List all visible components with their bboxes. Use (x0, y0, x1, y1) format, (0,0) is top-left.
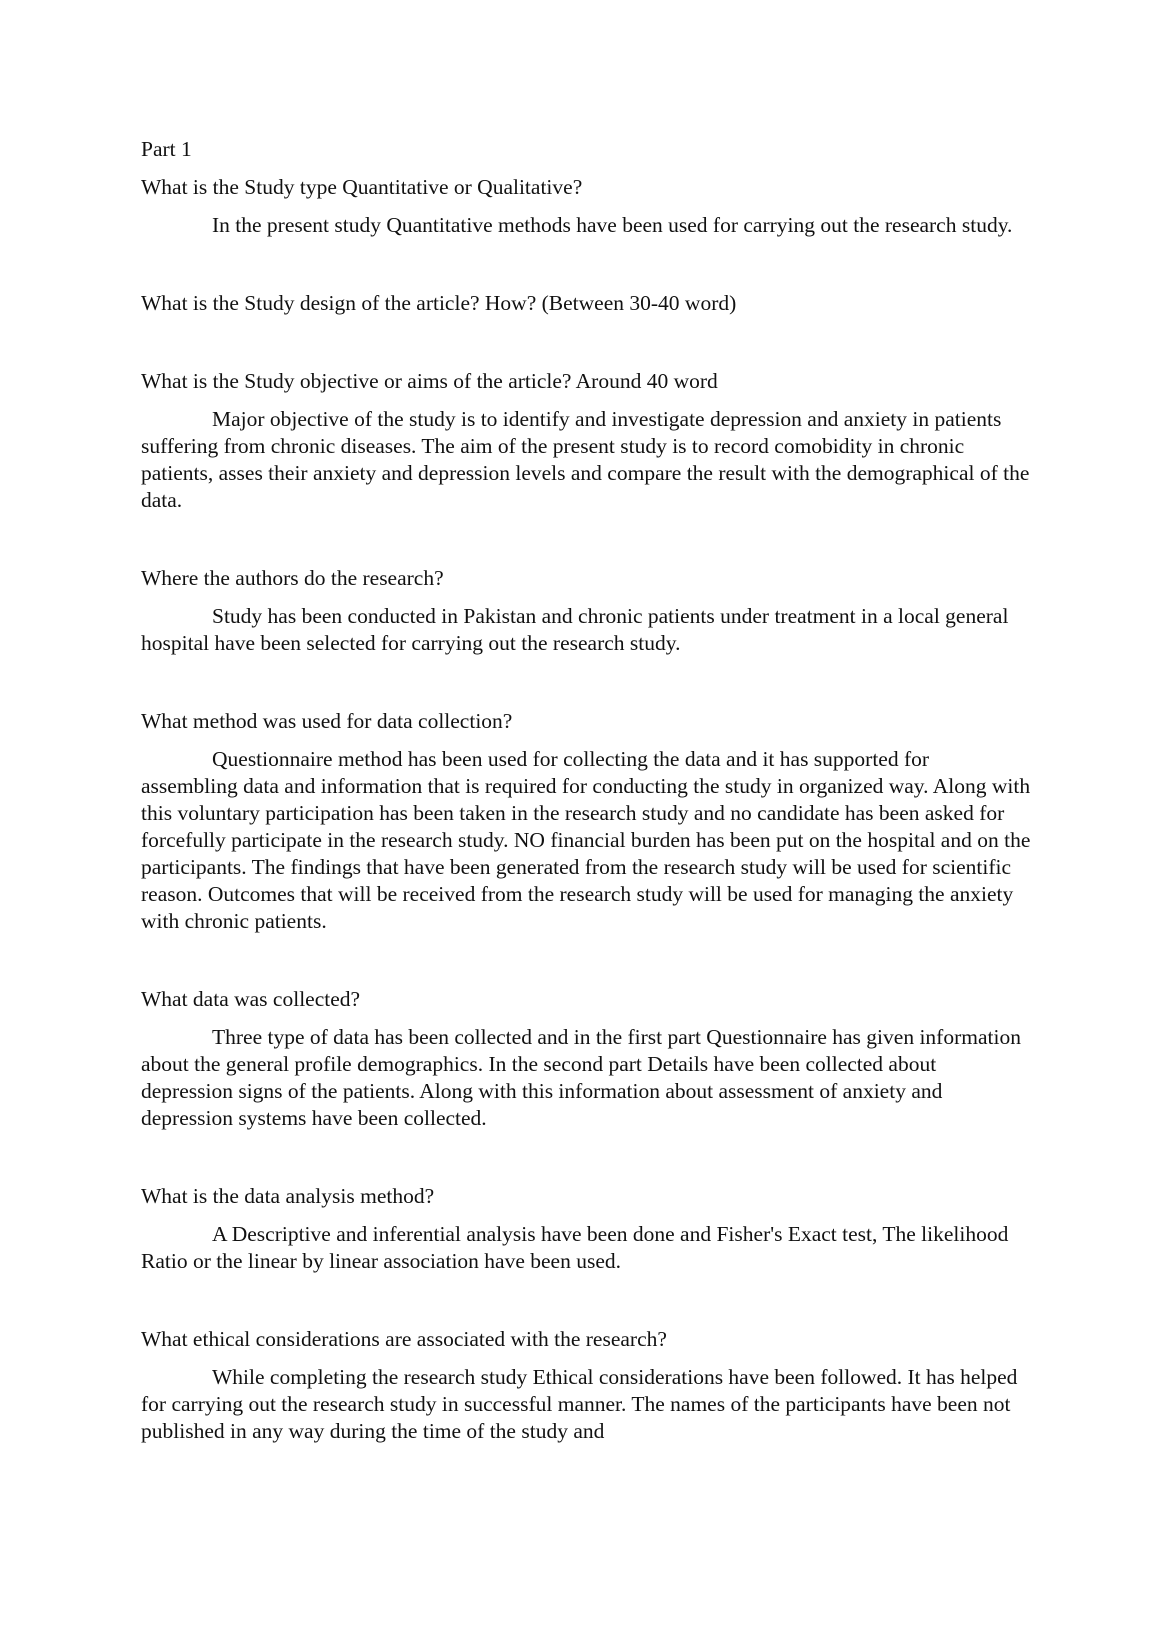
answer-paragraph: Three type of data has been collected and in the first part Questionnaire has given information about the general profile demographics. In the second part Details have been collected about depression signs of the patients. Along with this information about assessment of anxiety and depression systems have been collected. (141, 1025, 1021, 1130)
question-heading: What data was collected? (141, 987, 361, 1011)
answer-paragraph: While completing the research study Ethical considerations have been followed. It has helped for carrying out the research study in successful manner. The names of the participants have been not published in any way during the time of the study and (141, 1365, 1018, 1443)
section-data-collected (141, 986, 1031, 1132)
part-title: Part 1 (141, 137, 192, 161)
answer-paragraph: In the present study Quantitative methods have been used for carrying out the research study. (212, 213, 1013, 237)
answer-paragraph: Major objective of the study is to identify and investigate depression and anxiety in patients suffering from chronic diseases. The aim of the present study is to record comobidity in chronic patients, asses their anxiety and depression levels and compare the result with the demographical of the data. (141, 407, 1030, 512)
section-study-objective (141, 368, 1031, 514)
question-heading: What is the Study design of the article? How? (Between 30-40 word) (141, 291, 737, 315)
question-heading: What ethical considerations are associated with the research? (141, 1327, 667, 1351)
answer-paragraph: Study has been conducted in Pakistan and chronic patients under treatment in a local general hospital have been selected for carrying out the research study. (141, 604, 1009, 655)
section-ethical-considerations (141, 1326, 1031, 1445)
section-study-type (141, 174, 1031, 239)
question-heading: What is the data analysis method? (141, 1184, 435, 1208)
section-research-location (141, 565, 1031, 657)
question-heading: Where the authors do the research? (141, 566, 444, 590)
section-data-collection-method (141, 708, 1031, 935)
answer-paragraph: Questionnaire method has been used for collecting the data and it has supported for assembling data and information that is required for conducting the study in organized way. Along with this voluntary participation has been taken in the research study and no candidate has been asked for forcefully participate in the research study. NO financial burden has been put on the hospital and on the participants. The findings that have been generated from the research study will be used for scientific reason. Outcomes that will be received from the research study will be used for managing the anxiety with chronic patients. (141, 747, 1031, 933)
answer-paragraph: A Descriptive and inferential analysis have been done and Fisher's Exact test, The likelihood Ratio or the linear by linear association have been used. (141, 1222, 1009, 1273)
question-heading: What is the Study type Quantitative or Qualitative? (141, 175, 583, 199)
question-heading: What method was used for data collection? (141, 709, 513, 733)
question-heading: What is the Study objective or aims of the article? Around 40 word (141, 369, 718, 393)
section-data-analysis (141, 1183, 1031, 1275)
section-study-design (141, 290, 1031, 317)
document-body (141, 136, 1031, 1496)
